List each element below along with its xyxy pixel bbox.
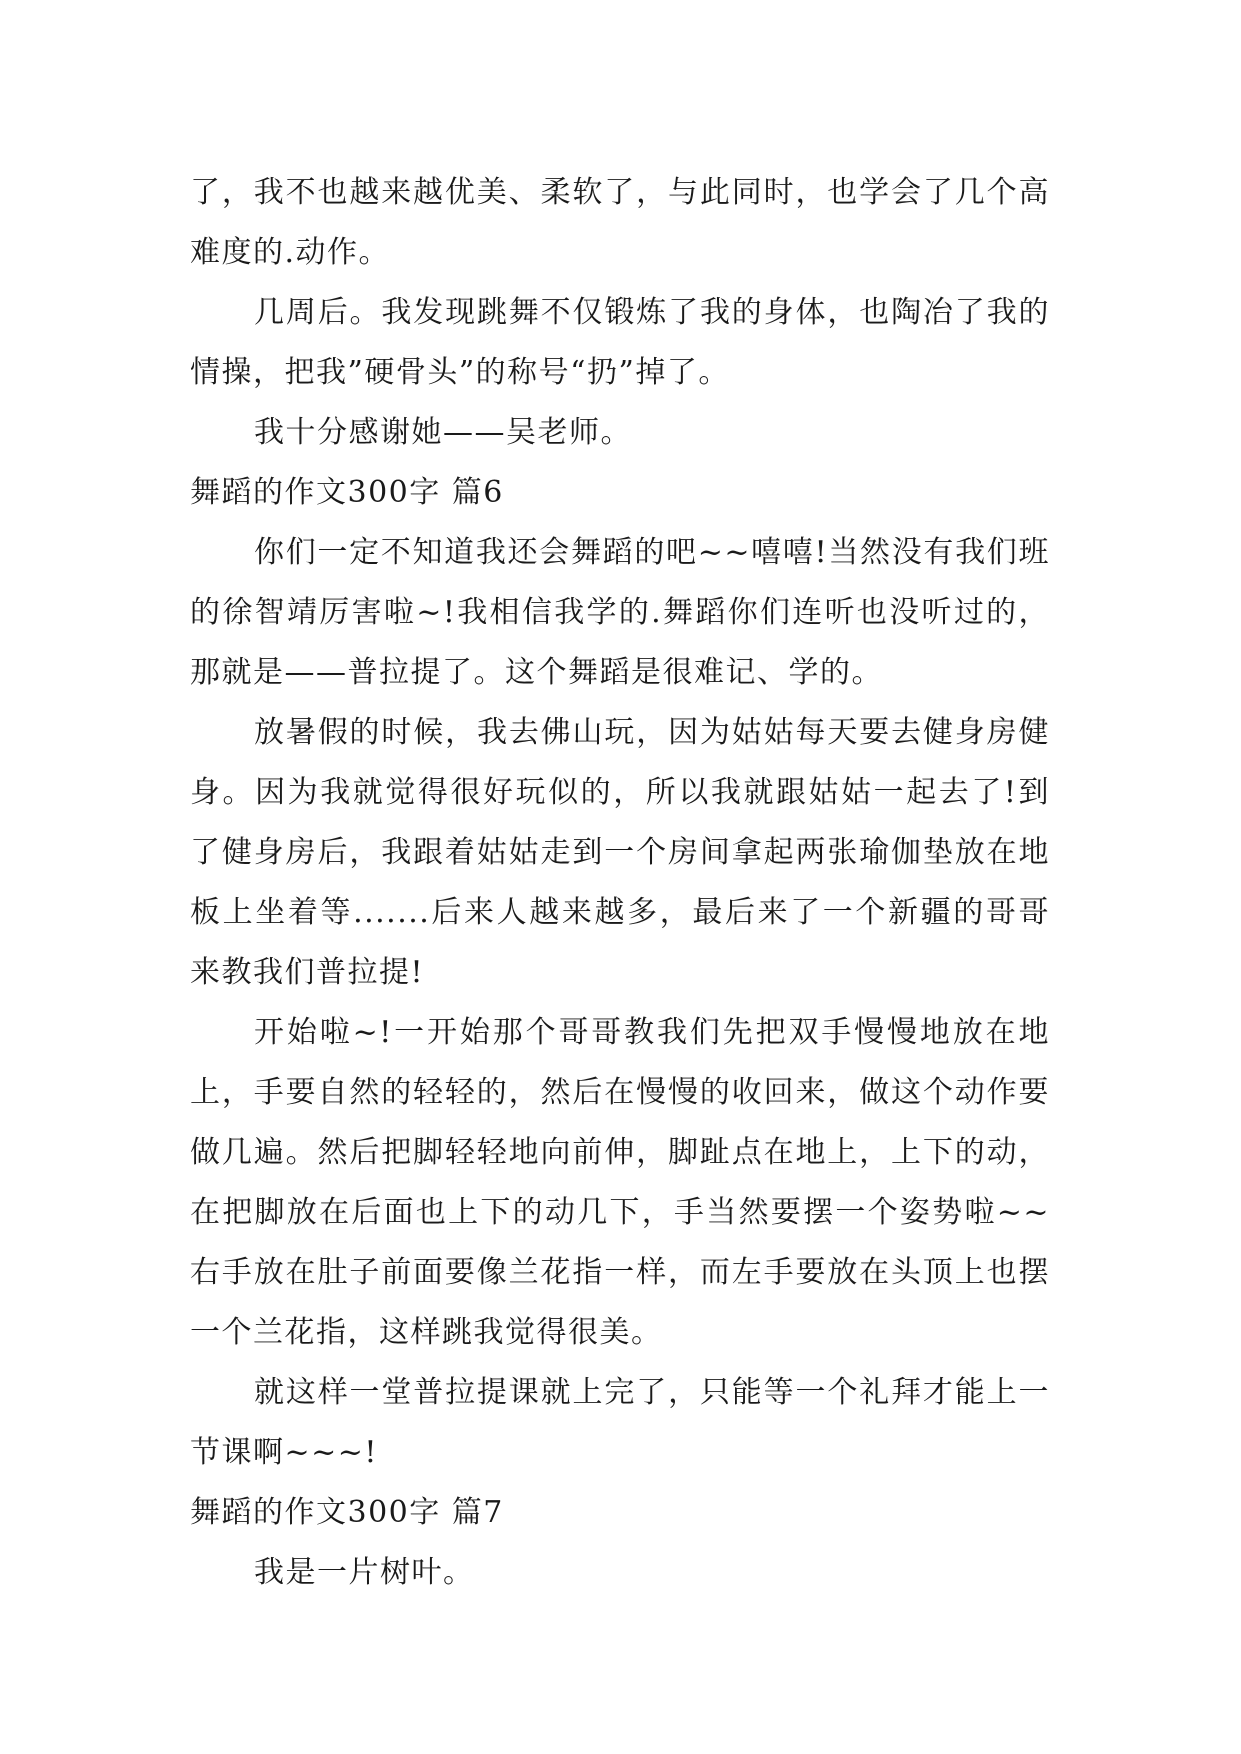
paragraph: 我十分感谢她——吴老师。	[254, 415, 632, 450]
document-page	[190, 163, 1050, 1603]
paragraph: 就这样一堂普拉提课就上完了，只能等一个礼拜才能上一节课啊~~~!	[190, 1375, 1050, 1470]
paragraph: 我是一片树叶。	[254, 1555, 475, 1590]
paragraph: 开始啦~!一开始那个哥哥教我们先把双手慢慢地放在地上，手要自然的轻轻的，然后在慢慢的收回来，做这个动作要做几遍。然后把脚轻轻地向前伸，脚趾点在地上，上下的动，在把脚放在后面也上下的动几下，手当然要摆一个姿势啦~~右手放在肚子前面要像兰花指一样，而左手要放在头顶上也摆一个兰花指，这样跳我觉得很美。	[190, 1015, 1050, 1350]
paragraph: 你们一定不知道我还会舞蹈的吧~~嘻嘻!当然没有我们班的徐智靖厉害啦~!我相信我学的.舞蹈你们连听也没听过的，那就是——普拉提了。这个舞蹈是很难记、学的。	[190, 535, 1050, 690]
section-heading: 舞蹈的作文300字 篇6	[190, 475, 504, 510]
paragraph-continuation: 了，我不也越来越优美、柔软了，与此同时，也学会了几个高难度的.动作。	[190, 175, 1050, 270]
paragraph: 几周后。我发现跳舞不仅锻炼了我的身体，也陶冶了我的情操，把我”硬骨头”的称号“扔”掉了。	[190, 295, 1050, 390]
paragraph: 放暑假的时候，我去佛山玩，因为姑姑每天要去健身房健身。因为我就觉得很好玩似的，所以我就跟姑姑一起去了!到了健身房后，我跟着姑姑走到一个房间拿起两张瑜伽垫放在地板上坐着等.......后来人越来越多，最后来了一个新疆的哥哥来教我们普拉提!	[190, 715, 1050, 990]
section-heading: 舞蹈的作文300字 篇7	[190, 1495, 504, 1530]
